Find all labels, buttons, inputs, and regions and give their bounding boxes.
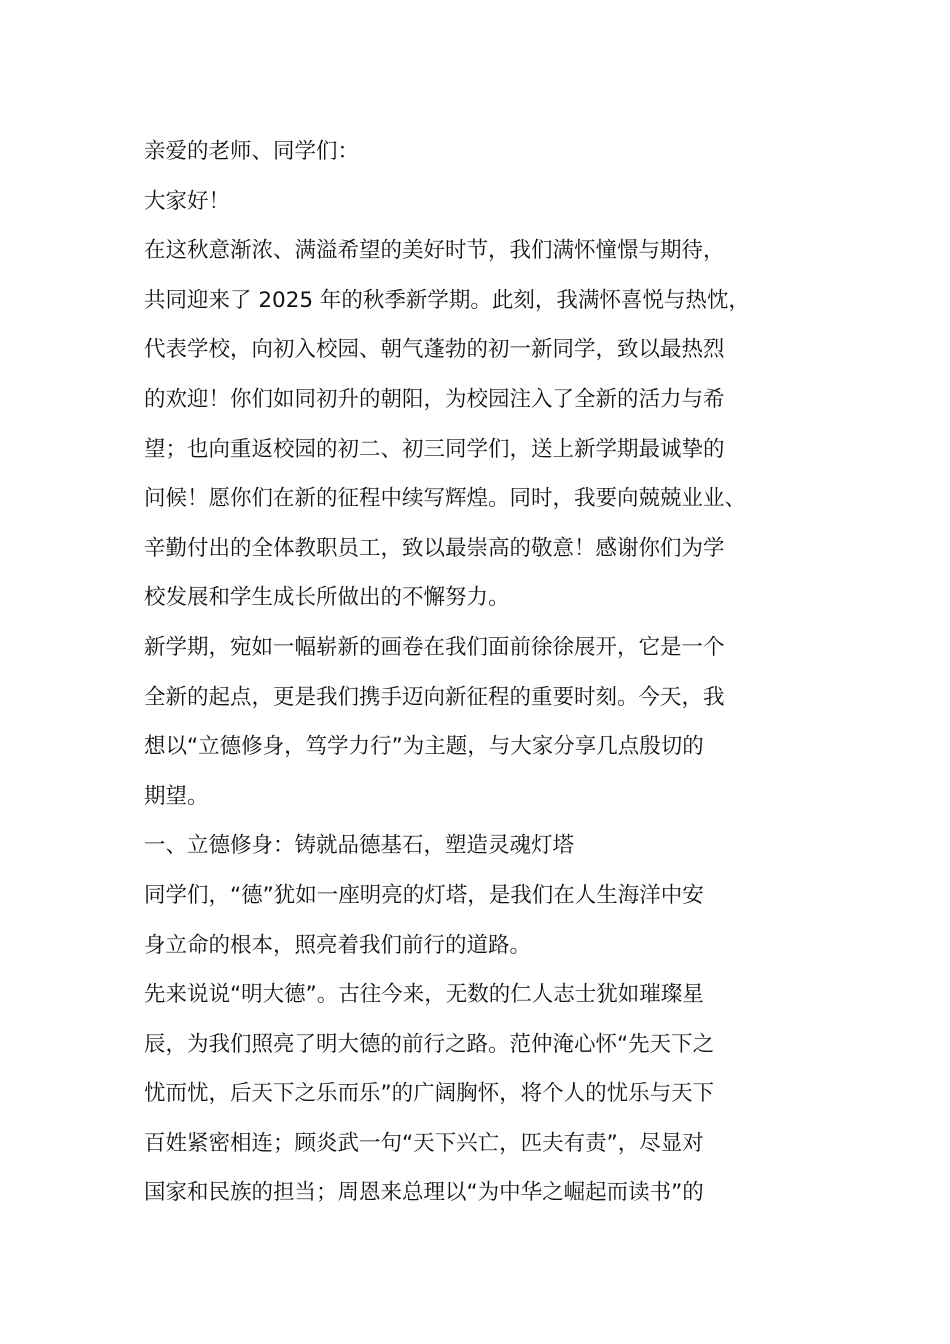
text-line: 望；也向重返校园的初二、初三同学们，送上新学期最诚挚的 xyxy=(144,436,725,462)
document-body xyxy=(144,127,834,1218)
text-line: 辛勤付出的全体教职员工，致以最崇高的敬意！感谢你们为学 xyxy=(144,535,725,561)
text-line: 校发展和学生成长所做出的不懈努力。 xyxy=(144,585,510,611)
text-line: 全新的起点，更是我们携手迈向新征程的重要时刻。今天，我 xyxy=(144,684,725,710)
text-line: 的欢迎！你们如同初升的朝阳，为校园注入了全新的活力与希 xyxy=(144,386,725,412)
text-line: 辰，为我们照亮了明大德的前行之路。范仲淹心怀“先天下之 xyxy=(144,1031,715,1057)
text-line: 身立命的根本，照亮着我们前行的道路。 xyxy=(144,932,532,958)
section-heading: 一、立德修身：铸就品德基石，塑造灵魂灯塔 xyxy=(144,833,575,859)
text-line: 新学期，宛如一幅崭新的画卷在我们面前徐徐展开，它是一个 xyxy=(144,634,725,660)
text-line: 百姓紧密相连；顾炎武一句“天下兴亡，匹夫有责”，尽显对 xyxy=(144,1130,704,1156)
text-line: 国家和民族的担当；周恩来总理以“为中华之崛起而读书”的 xyxy=(144,1180,704,1206)
text-line: 先来说说“明大德”。古往今来，无数的仁人志士犹如璀璨星 xyxy=(144,982,704,1008)
salutation-line: 大家好！ xyxy=(144,188,231,214)
text-line: 期望。 xyxy=(144,783,209,809)
text-line: 问候！愿你们在新的征程中续写辉煌。同时，我要向兢兢业业、 xyxy=(144,486,747,512)
text-line: 忧而忧，后天下之乐而乐”的广阔胸怀，将个人的忧乐与天下 xyxy=(144,1081,715,1107)
text-line: 代表学校，向初入校园、朝气蓬勃的初一新同学，致以最热烈 xyxy=(144,337,725,363)
greeting-line: 亲爱的老师、同学们： xyxy=(144,139,360,164)
text-line: 在这秋意渐浓、满溢希望的美好时节，我们满怀憧憬与期待， xyxy=(144,238,725,264)
text-line: 同学们，“德”犹如一座明亮的灯塔，是我们在人生海洋中安 xyxy=(144,882,704,908)
text-line: 想以“立德修身，笃学力行”为主题，与大家分享几点殷切的 xyxy=(144,734,704,760)
text-line: 共同迎来了 2025 年的秋季新学期。此刻，我满怀喜悦与热忱， xyxy=(144,287,750,313)
